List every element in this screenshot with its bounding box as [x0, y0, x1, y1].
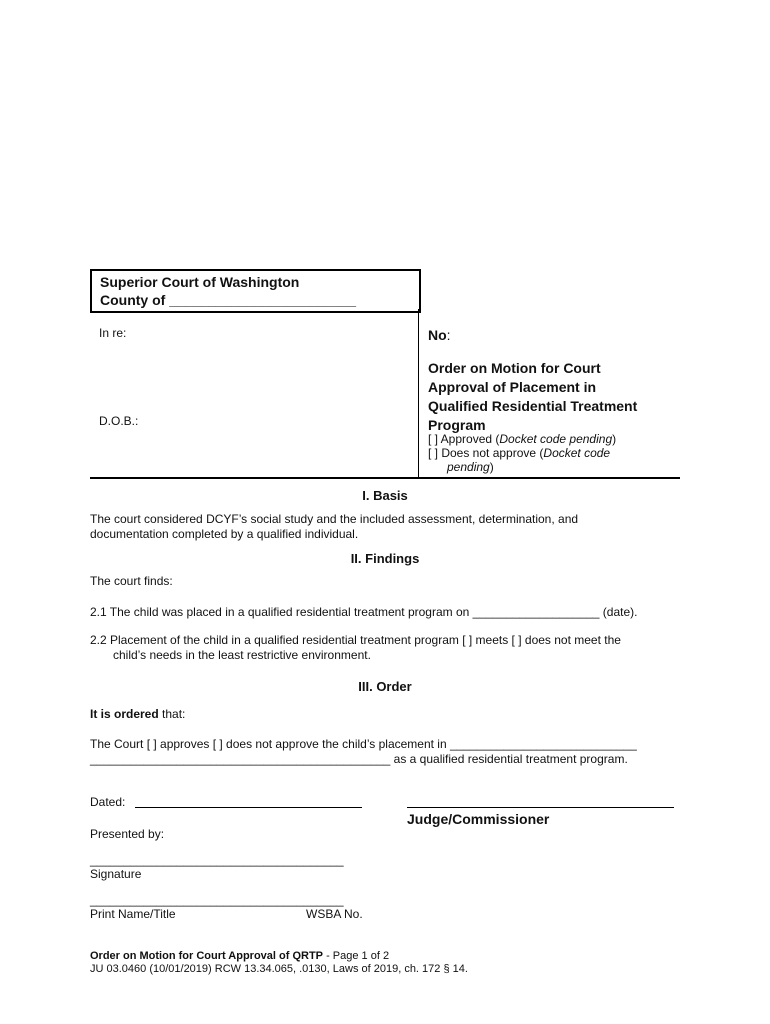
not-approve-continued [447, 460, 494, 474]
not-approve-docket: Docket code [543, 446, 611, 460]
not-approve-prefix: [ ] Does not approve ( [428, 446, 544, 460]
findings-intro: The court finds: [90, 574, 173, 588]
wsba-label: WSBA No. [306, 907, 363, 921]
caption-bottom-rule [90, 477, 680, 479]
basis-text-line1: The court considered DCYF’s social study and the included assessment, determination, and [90, 512, 579, 526]
order-title-line3: Qualified Residential Treatment [428, 398, 638, 414]
basis-text [90, 512, 578, 542]
not-approve-checkbox[interactable] [428, 446, 610, 460]
basis-text-line2: documentation completed by a qualified individual. [90, 527, 359, 541]
footer-title-bold: Order on Motion for Court Approval of QRTP [90, 950, 324, 962]
it-is-ordered-bold: It is ordered [90, 707, 159, 721]
order-heading: III. Order [358, 679, 412, 694]
print-name-line[interactable]: ______________________________________ [90, 893, 344, 907]
order-text-line2: _____________________________________________ as a qualified residential treatment program. [90, 752, 628, 766]
findings-heading: II. Findings [350, 551, 420, 566]
court-name: Superior Court of Washington [100, 274, 300, 290]
signature-label: Signature [90, 867, 142, 881]
case-number-label: No [428, 327, 447, 343]
in-re-label: In re: [99, 326, 127, 340]
it-is-ordered [90, 707, 185, 722]
caption-divider [418, 309, 419, 478]
order-title-line2: Approval of Placement in [428, 379, 597, 395]
judge-signature-line[interactable] [407, 807, 674, 808]
it-is-ordered-rest: that: [158, 707, 186, 721]
dob-label: D.O.B.: [99, 414, 139, 428]
footer-page-info: - Page 1 of 2 [323, 950, 390, 962]
not-approve-pending: pending [447, 460, 490, 474]
approved-suffix: ) [612, 432, 617, 446]
approved-docket: Docket code pending [499, 432, 613, 446]
order-title [428, 359, 637, 435]
approved-prefix: [ ] Approved ( [428, 432, 500, 446]
finding-2-2-line2: child’s needs in the least restrictive environment. [113, 648, 371, 662]
dated-line[interactable] [135, 807, 362, 808]
presented-by-label: Presented by: [90, 827, 165, 841]
county-line: County of ________________________ [100, 292, 357, 308]
dated-label: Dated: [90, 795, 126, 809]
footer-title [90, 950, 389, 963]
print-name-label: Print Name/Title [90, 907, 176, 921]
case-number-colon: : [446, 327, 451, 343]
finding-2-2-line1: 2.2 Placement of the child in a qualified residential treatment program [ ] meets [ ] does not meet the [90, 633, 621, 647]
basis-heading: I. Basis [362, 488, 408, 503]
case-number [428, 327, 451, 343]
signature-line[interactable]: ______________________________________ [90, 853, 344, 867]
order-text [90, 737, 637, 767]
finding-2-1: 2.1 The child was placed in a qualified residential treatment program on ___________________ (date). [90, 605, 638, 619]
not-approve-suffix: ) [489, 460, 494, 474]
order-title-line1: Order on Motion for Court [428, 360, 601, 376]
court-caption-box [90, 269, 421, 313]
order-text-line1: The Court [ ] approves [ ] does not approve the child’s placement in ____________________________ [90, 737, 637, 751]
judge-label: Judge/Commissioner [407, 811, 550, 827]
approved-checkbox[interactable] [428, 432, 616, 446]
order-title-line4: Program [428, 417, 486, 433]
finding-2-2 [90, 633, 621, 663]
footer-form-info: JU 03.0460 (10/01/2019) RCW 13.34.065, .0130, Laws of 2019, ch. 172 § 14. [90, 963, 468, 975]
